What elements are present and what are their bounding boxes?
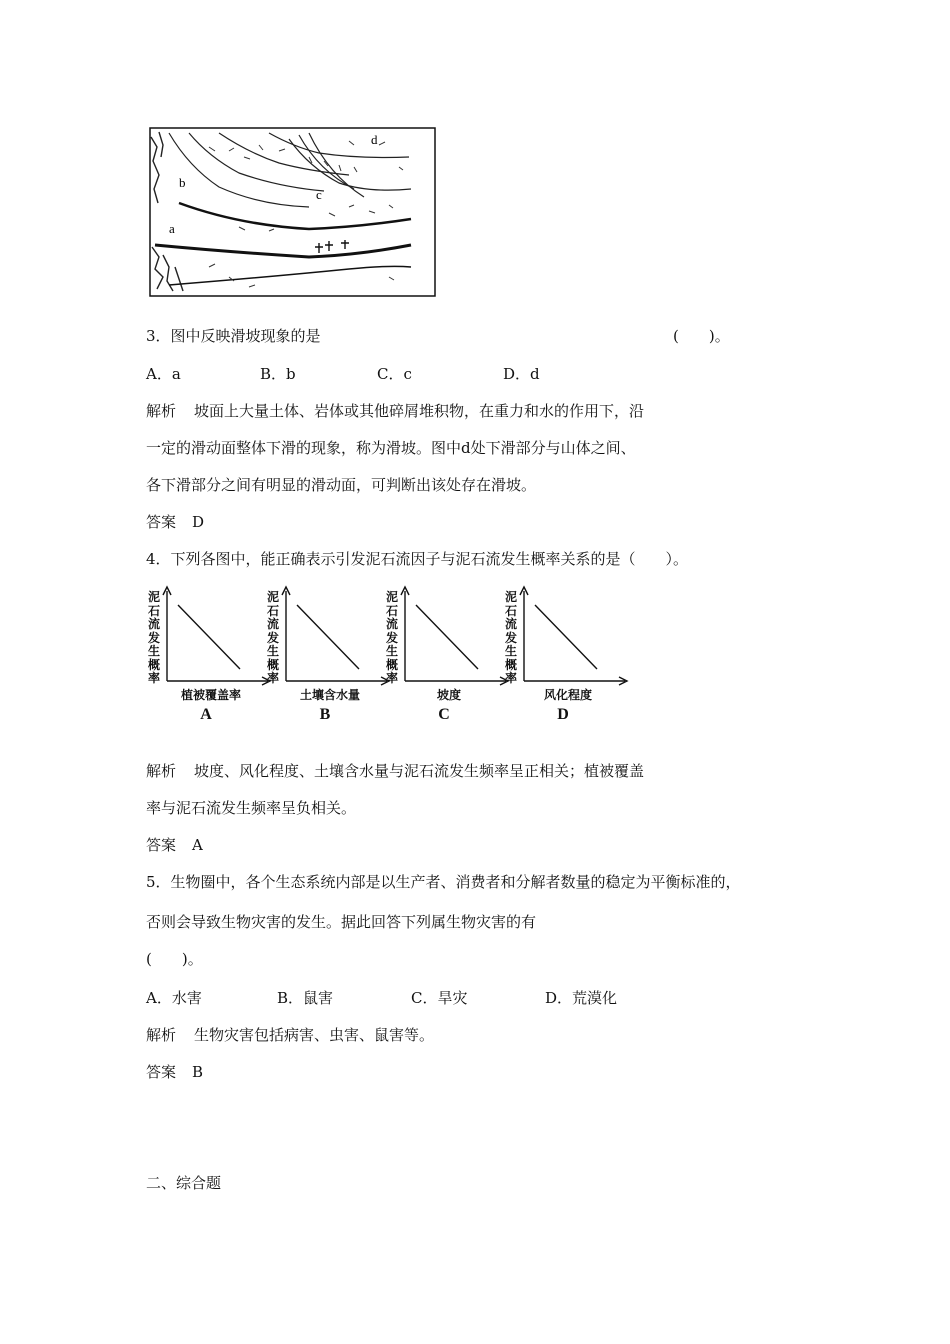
- landslide-sketch: [149, 127, 436, 297]
- q5-stem-line-1: 5．生物圈中，各个生态系统内部是以生产者、消费者和分解者数量的稳定为平衡标准的，: [146, 873, 741, 891]
- q3-option-b: B．b: [260, 365, 296, 383]
- q4-chart-b-letter: B: [319, 706, 331, 723]
- q4-answer: A: [192, 836, 203, 854]
- q4-stem: 4．下列各图中，能正确表示引发泥石流因子与泥石流发生概率关系的是（ ）。: [146, 550, 689, 568]
- q4-chart-d: [503, 583, 633, 733]
- q4-chart-c-ylabel: 泥石流发生概率: [385, 590, 398, 685]
- q4-chart-c-xlabel: 坡度: [436, 688, 461, 702]
- q4-answer-label: 答案: [146, 836, 177, 854]
- q5-option-d: D．荒漠化: [545, 989, 618, 1007]
- q4-chart-d-ylabel: 泥石流发生概率: [504, 590, 517, 685]
- q3-stem: 3．图中反映滑坡现象的是: [146, 327, 321, 345]
- figure-label-c: c: [316, 187, 322, 202]
- q4-chart-d-line: [535, 605, 597, 669]
- q4-chart-b: [265, 583, 395, 733]
- q3-answer-label: 答案: [146, 513, 177, 531]
- q4-analysis-label: 解析: [146, 762, 177, 780]
- figure-label-d: d: [371, 132, 378, 147]
- q5-option-a: A．水害: [146, 989, 202, 1007]
- q4-chart-c: [384, 583, 514, 733]
- q4-analysis-line-1: 坡度、风化程度、土壤含水量与泥石流发生频率呈正相关；植被覆盖: [194, 762, 645, 780]
- q4-chart-b-ylabel: 泥石流发生概率: [266, 590, 279, 685]
- q5-stem-line-2: 否则会导致生物灾害的发生。据此回答下列属生物灾害的有: [146, 913, 537, 931]
- q3-option-c: C．c: [377, 365, 412, 383]
- q4-chart-a-xlabel: 植被覆盖率: [180, 688, 241, 702]
- q5-option-b: B．鼠害: [277, 989, 334, 1007]
- q3-analysis-line-1: 坡面上大量土体、岩体或其他碎屑堆积物，在重力和水的作用下，沿: [194, 402, 645, 420]
- q5-answer: B: [192, 1063, 204, 1081]
- q3-analysis-label: 解析: [146, 402, 177, 420]
- q4-chart-b-line: [297, 605, 359, 669]
- q4-chart-a-ylabel: 泥石流发生概率: [147, 590, 160, 685]
- q4-chart-a-line: [178, 605, 240, 669]
- q4-chart-d-letter: D: [557, 706, 569, 723]
- q5-answer-label: 答案: [146, 1063, 177, 1081]
- q4-chart-c-line: [416, 605, 478, 669]
- q4-chart-a-letter: A: [200, 706, 212, 723]
- landslide-figure: [149, 127, 436, 297]
- q3-analysis-line-2: 一定的滑动面整体下滑的现象，称为滑坡。图中d处下滑部分与山体之间、: [146, 439, 636, 457]
- q3-bracket: ( )。: [673, 327, 730, 345]
- q3-option-d: D．d: [503, 365, 540, 383]
- q5-option-c: C．旱灾: [411, 989, 468, 1007]
- q4-chart-c-letter: C: [438, 706, 450, 723]
- q4-analysis-line-2: 率与泥石流发生频率呈负相关。: [146, 799, 357, 817]
- q4-chart-a: [146, 583, 276, 733]
- q4-chart-b-xlabel: 土壤含水量: [299, 688, 360, 702]
- q3-analysis-line-3: 各下滑部分之间有明显的滑动面，可判断出该处存在滑坡。: [146, 476, 537, 494]
- figure-label-a: a: [169, 221, 175, 236]
- q5-stem-line-3: ( )。: [146, 950, 203, 968]
- q4-chart-d-xlabel: 风化程度: [543, 688, 592, 702]
- q3-answer: D: [192, 513, 205, 531]
- q3-option-a: A．a: [146, 365, 181, 383]
- section2-title: 二、综合题: [146, 1174, 222, 1192]
- q5-analysis-label: 解析: [146, 1026, 177, 1044]
- q5-analysis-line-1: 生物灾害包括病害、虫害、鼠害等。: [194, 1026, 435, 1044]
- figure-label-b: b: [179, 175, 186, 190]
